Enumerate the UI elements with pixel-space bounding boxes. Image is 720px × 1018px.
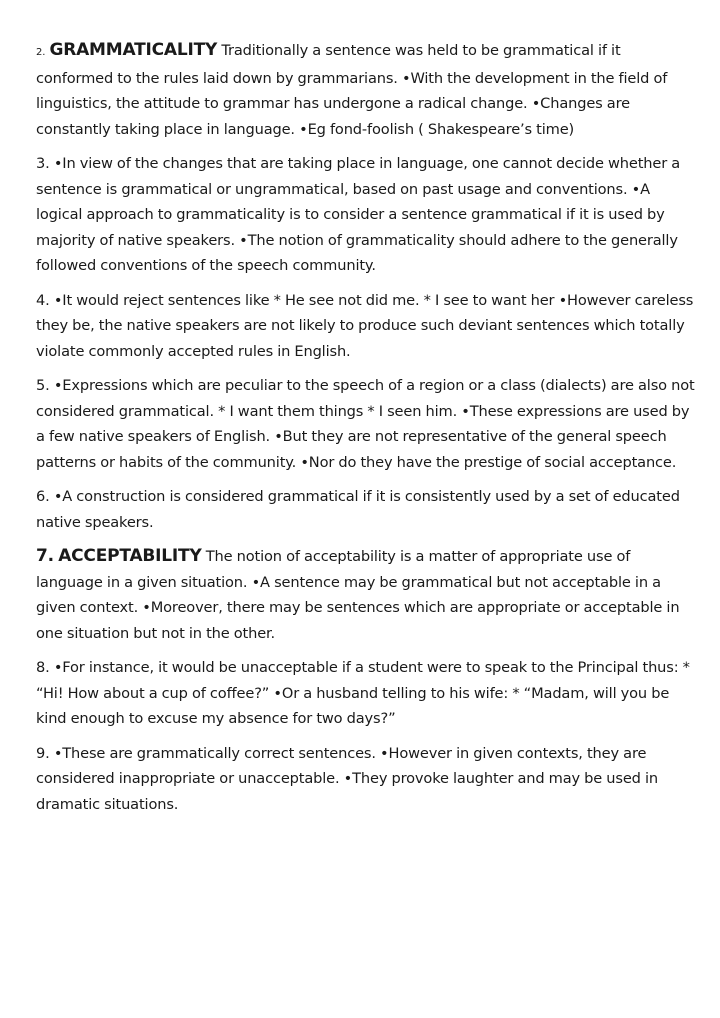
paragraph-text: Traditionally a sentence was held to be grammatical if it conformed to the rules laid down by grammarians. •With the development in the field of linguistics, the attitude to grammar has undergone a radical change. •Changes are constantly taking place in language. •Eg fond-foolish ( Shakespeare’s time) (36, 42, 668, 138)
paragraph-3 (36, 151, 698, 279)
paragraph-number: 7. (36, 546, 54, 566)
paragraph-6 (36, 484, 698, 535)
paragraph-text: •For instance, it would be unacceptable if a student were to speak to the Principal thus: * “Hi! How about a cup of coffee?” •Or a husband telling to his wife: * “Madam, will you be kind enough to excuse my absence for two days?” (36, 659, 690, 727)
paragraph-number: 3. (36, 155, 50, 172)
paragraph-4 (36, 288, 698, 365)
paragraph-2 (36, 38, 698, 142)
paragraph-7 (36, 544, 698, 646)
paragraph-text: •Expressions which are peculiar to the speech of a region or a class (dialects) are also not considered grammatical. * I want them things * I seen him. •These expressions are used by a few native speakers of English. •But they are not representative of the general speech patterns or habits of the community. •Nor do they have the prestige of social acceptance. (36, 377, 695, 471)
section-heading-acceptability: ACCEPTABILITY (58, 546, 202, 566)
paragraph-text: •In view of the changes that are taking place in language, one cannot decide whether a sentence is grammatical or ungrammatical, based on past usage and conventions. •A logical approach to grammaticality is to consider a sentence grammatical if it is used by majority of native speakers. •The notion of grammaticality should adhere to the generally followed conventions of the speech community. (36, 155, 681, 274)
section-heading-grammaticality: GRAMMATICALITY (49, 40, 218, 60)
paragraph-number: 6. (36, 488, 50, 505)
paragraph-text: •A construction is considered grammatical if it is consistently used by a set of educated native speakers. (36, 488, 680, 531)
paragraph-5 (36, 373, 698, 475)
paragraph-9 (36, 741, 698, 818)
paragraph-number: 4. (36, 291, 50, 309)
paragraph-number: 5. (36, 377, 50, 394)
paragraph-text: •It would reject sentences like * He see not did me. * I see to want her •However careless they be, the native speakers are not likely to produce such deviant sentences which totally violate commonly accepted rules in English. (36, 291, 694, 360)
paragraph-number: 2. (36, 47, 46, 58)
paragraph-text: •These are grammatically correct sentences. •However in given contexts, they are considered inappropriate or unacceptable. •They provoke laughter and may be used in dramatic situations. (36, 744, 658, 813)
paragraph-number: 8. (36, 659, 50, 676)
paragraph-number: 9. (36, 744, 50, 762)
paragraph-text: The notion of acceptability is a matter of appropriate use of language in a given situation. •A sentence may be grammatical but not acceptable in a given context. •Moreover, there may be sentences which are appropriate or acceptable in one situation but not in the other. (36, 548, 680, 642)
paragraph-8 (36, 655, 698, 732)
